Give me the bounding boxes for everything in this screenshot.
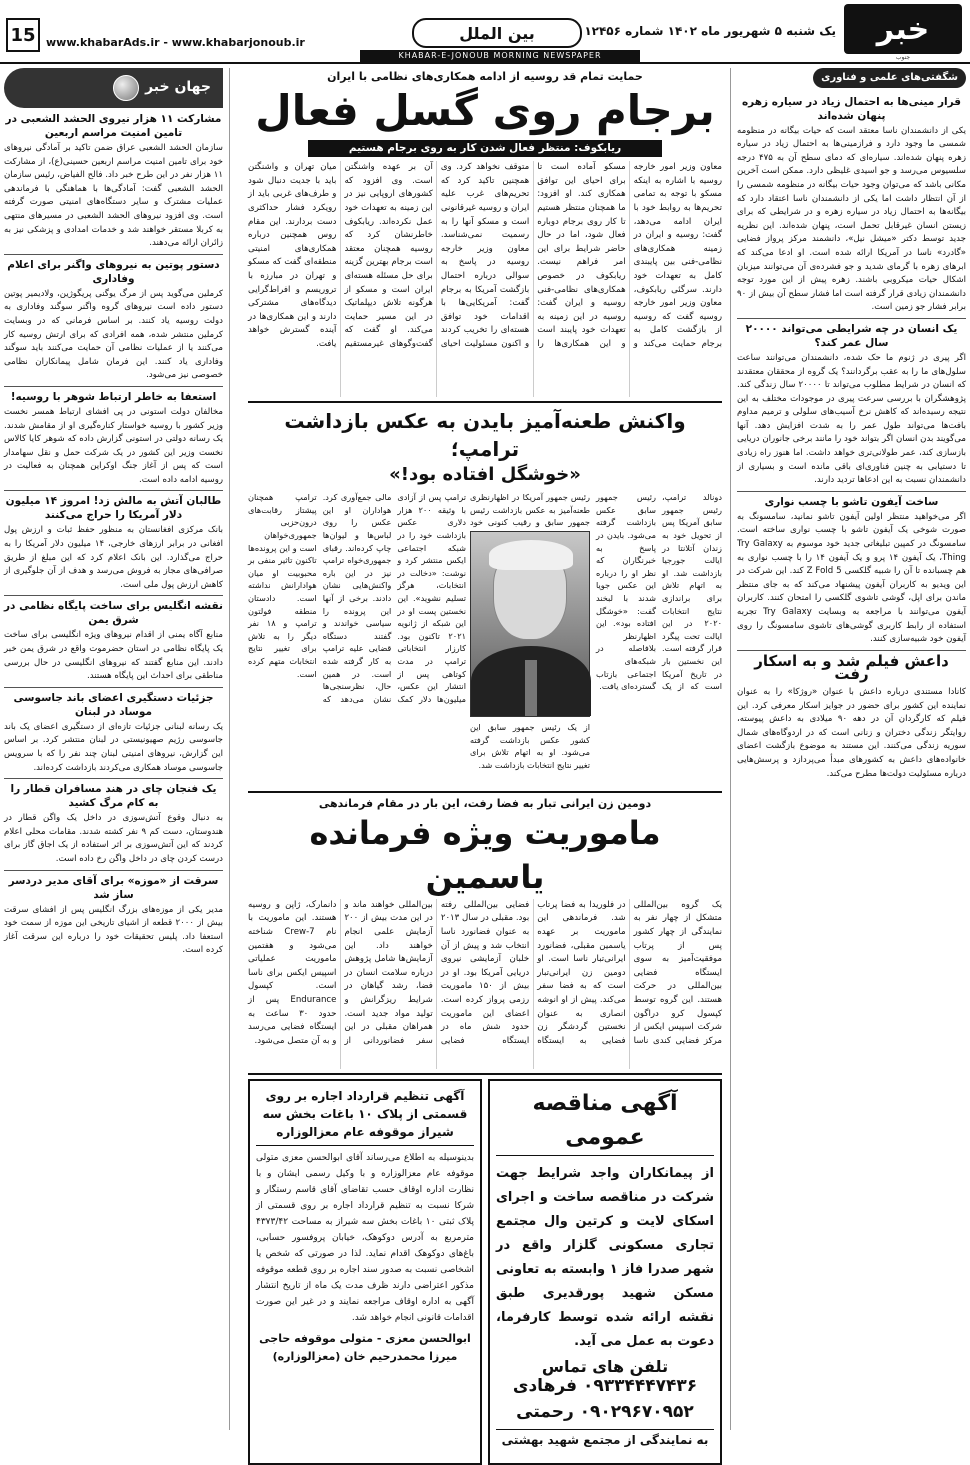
lead-headline: برجام روی گسل فعال [255,85,715,135]
trump-photo-caption: از یک رئیس جمهور سابق این کشور عکس بازداشت گرفته می‌شود. او به اتهام تلاش برای تغییر نتایج انتخابات بازداشت شد. [470,722,590,770]
article-title: سرقت از «موزه» برای آقای مدیر دردسر ساز شد [8,874,219,901]
phone-number[interactable]: ۰۹۳۳۴۴۴۷۴۳۶ فرهادی [512,1376,698,1397]
article-title: قرار مینی‌ها به احتمال زیاد در سیاره زهره پنهان شده‌اند [741,95,962,122]
contact-title: تلفن های تماس [541,1356,669,1376]
main-news-area [248,68,722,1448]
article-body: به دنبال وقوع آتش‌سوزی در داخل یک واگن قطار در هندوستان، دست کم ۹ نفر کشته شدند. مقامات محلی اعلام کردند که این آتش‌سوزی بر اثر استفاده از یک اجاق گاز برای درست کردن چای در داخل واگن رخ داده است. [4,813,223,864]
tender-ad-representative: به نمایندگی از مجتمع شهید بهشتی [496,1429,714,1448]
article-title: یک فنجان چای در هند مسافران قطار را به کام مرگ کشید [10,783,217,810]
paper-english-name: KHABAR-E-JONOUB MORNING NEWSPAPER [360,50,640,62]
article-title: ساخت آیفون تاشو با چسب نواری [764,495,939,508]
website-links[interactable]: www.khabarAds.ir - www.khabarjonoub.ir [46,36,305,49]
tender-ad [488,1079,722,1465]
article-body: منابع آگاه یمنی از اقدام نیروهای ویژه انگلیسی برای ساخت یک پایگاه نظامی در استان حضرموت واقع در شرق یمن خبر دادند. این منابع گفتند که نیروهای انگلیسی در حال بررسی مناطقی برای احداث این پایگاه هستند. [4,630,223,682]
lease-ad-signature: ابوالحسن معزی - متولی موقوفه حاجی میرزا محمدرحیم خان (معزالوزاره) [259,1331,471,1363]
trump-body-left: ترامپ پس از آزادی با وثیقه ۲۰۰ هزار دلاری عکس بازداشت خود را در شبکه اجتماعی ایکس منتشر کرد و نوشت: «دخالت در انتخابات، هرگز تسلیم نشوید». این نخستین پست او در این شبکه از ژانویه ۲۰۲۱ تاکنون بود. کارزار انتخاباتی ترامپ در مدت کوتاهی پس از انتشار این عکس، میلیون‌ها دلار کمک مالی جمع‌آوری کرد. هواداران او این عکس را روی لباس‌ها و لیوان‌ها چاپ کرده‌اند. رقبای جمهوری‌خواه ترامپ نیز در این باره واکنش‌هایی نشان دادند. برخی از آنها این پرونده را سیاسی خواندند و گفتند دستگاه قضایی علیه ترامپ به کار گرفته شده است. در همین حال، نظرسنجی‌ها نشان می‌دهد که ترامپ همچنان پیشتاز رقابت‌های درون‌حزبی جمهوری‌خواهان است و این پرونده‌ها تاکنون تاثیر منفی بر محبوبیت او میان هوادارانش نداشته است. دادستان منطقه فولتون ترامپ و ۱۸ نفر دیگر را به تلاش برای تغییر نتایج انتخابات متهم کرده است. [248,492,466,704]
newspaper-logo[interactable]: خبر [844,4,962,54]
phone-number[interactable]: ۰۹۰۲۹۶۷۰۹۵۲ رحمتی [516,1402,694,1423]
article-title: نقشه انگلیس برای ساخت پایگاه نظامی در شرق یمن [4,600,223,627]
tender-ad-title: آگهی مناقصه عمومی [496,1087,714,1156]
space-surtitle: دومین زن ایرانی تبار به فضا رفت، این بار در مقام فرماندهی [318,797,652,811]
film-article-body: کانادا مستندی درباره داعش با عنوان «روژکا» را به عنوان نماینده این کشور برای حضور در جوایز اسکار معرفی کرد. این فیلم که کارگردان آن در دهه ۹۰ میلادی به داعش پیوسته، روایتگر زندگی دختران و زنانی است که در اردوگاه‌های شمال سوریه زندگی می‌کنند. این مستند به موضوع بازگشت اعضای خانواده‌های داعش به کشورهای مبدأ می‌پردازد و پرسش‌هایی درباره مسئولیت دولت‌ها مطرح می‌کند. [737,686,966,779]
lead-article-body: معاون وزیر امور خارجه روسیه با اشاره به اینکه مسکو با توجه به تمامی تحریم‌ها به روابط خود با ایران ادامه می‌دهد، گفت: روسیه و ایران در زمینه همکاری‌های نظامی-فنی بین پایبندی کامل به تعهدات خود دارند. سرگئی ریابکوف، معاون وزیر امور خارجه روسیه گفت که روسیه از بازگشت کامل به برجام حمایت می‌کند و مسکو آماده است تا برای احیای این توافق همکاری کند. او افزود: ما همچنان منتظر هستیم تا کار روی برجام دوباره فعال شود، اما در حال حاضر شرایط برای این امر فراهم نیست. ریابکوف در خصوص همکاری‌های نظامی-فنی روسیه و ایران گفت: روسیه در این زمینه به تعهدات خود پایبند است و این همکاری‌ها را متوقف نخواهد کرد. وی همچنین تاکید کرد که تحریم‌های غرب علیه ایران و روسیه غیرقانونی است و مسکو آنها را به رسمیت نمی‌شناسد. معاون وزیر خارجه روسیه در پاسخ به سوالی درباره احتمال بازگشت آمریکا به برجام گفت: آمریکایی‌ها با اقدامات خود توافق هسته‌ای را تخریب کردند و اکنون مسئولیت احیای آن بر عهده واشنگتن است. وی افزود که کشورهای اروپایی نیز در این زمینه به تعهدات خود عمل نکرده‌اند. ریابکوف خاطرنشان کرد که روسیه همچنان معتقد است برجام بهترین گزینه برای حل مسئله هسته‌ای ایران است و مسکو از هرگونه تلاش دیپلماتیک در این مسیر حمایت می‌کند. او گفت که گفت‌وگوهای غیرمستقیم میان تهران و واشنگتن باید با جدیت دنبال شود و طرف‌های غربی باید از رویکرد فشار حداکثری دست بردارند. این مقام روس همچنین درباره همکاری‌های امنیتی منطقه‌ای گفت که مسکو و تهران در مبارزه با تروریسم و افراط‌گرایی دیدگاه‌های مشترکی دارند و این همکاری‌ها در آینده گسترش خواهد یافت. [248,162,722,349]
article-title: دستور پوتین به نیروهای واگنر برای اعلام وفاداری [7,258,220,285]
masthead [0,0,970,64]
article-body: مخالفان دولت استونی در پی افشای ارتباط همسر نخست وزیر کشور با روسیه خواستار کناره‌گیری او از مقامش شدند. یک رسانه دولتی در استونی گزارش داده که شوهر کایا کالاس نخست وزیر این کشور در یک شرکت حمل و نقل سهامدار است که پس از آغاز جنگ اوکراین همچنان به فعالیت در روسیه ادامه داده است. [4,406,223,485]
article-title: استعفا به خاطر ارتباط شوهر با روسیه! [10,390,217,403]
space-headline: ماموریت ویژه فرمانده یاسمین [309,813,661,896]
world-news-banner [4,68,223,108]
trump-headline: واکنش طعنه‌آمیز بایدن به عکس بازداشت ترامپ؛ [284,409,686,462]
lease-ad-body: بدینوسیله به اطلاع می‌رساند آقای ابوالحسن معزی متولی موقوفه عام معزالوزاره و با وکیل رسمی ایشان و با نظارت اداره اوقاف حسب تقاضای آقای قاسم رستگار و شرکا نسبت به تنظیم قرارداد اجاره بر روی قسمتی از پلاک ثبتی ۱۰ باغات بخش سه شیراز به مساحت ۴۳۷۳/۴۲ مترمربع به آدرس دوکوهک، خیابان پروفسور حسابی، باغ‌های دوکوهک اقدام نماید. لذا در صورتی که شخص یا اشخاصی نسبت به صدور سند اجاره بر روی قطعه موقوفه مذکور اعتراضی دارند ظرف مدت یک ماه از تاریخ انتشار آگهی به اداره اوقاف مراجعه نمایند و در غیر این صورت اقدامات قانونی انجام خواهد شد. [256,1152,474,1323]
page-number: 15 [6,18,40,52]
trump-body-right: دونالد ترامپ، رئیس جمهور سابق آمریکا پس از تحویل خود به زندان آتلانتا در ایالت جورجیا بازداشت شد. او به اتهام تلاش برای براندازی نتایج انتخابات ۲۰۲۰ در این ایالت تحت پیگرد قرار گرفته است. این نخستین بار در تاریخ آمریکا است که از یک رئیس جمهور سابق عکس بازداشت گرفته می‌شود. بایدن در پاسخ به خبرنگاران که نظر او را درباره این عکس جویا شدند با لبخند گفت: «خوشگل افتاده بود». این اظهارنظر بلافاصله در شبکه‌های اجتماعی بازتاب گسترده‌ای یافت. [596,492,722,692]
article-title: یک انسان در چه شرایطی می‌تواند ۲۰۰۰۰ سال عمر کند؟ [745,322,958,349]
mugshot-photo [470,531,590,717]
article-body: مدیر یکی از موزه‌های بزرگ انگلیس پس از افشای سرقت بیش از ۲۰۰۰ قطعه از اشیای تاریخی این موزه از سمت خود استعفا داد. پلیس تحقیقات خود را درباره این سرقت آغاز کرده است. [4,904,223,956]
article-title: جزئیات دستگیری اعضای باند جاسوسی موساد در لبنان [13,691,214,718]
world-news-banner-label: جهان خبر [145,79,211,96]
article-body: یکی از دانشمندان ناسا معتقد است که حیات بیگانه در منظومه شمسی ما وجود دارد و فرازمینی‌ها به احتمال زیاد در سیاره زهره پنهان شده‌اند. سیاره‌ای که دمای سطح آن به ۴۷۵ درجه سلسیوس می‌رسد و جو اسیدی غلیظی دارد. ممکن است آخرین مکانی باشد که می‌توان وجود حیات بیگانه در منظومه شمسی را از آن انتظار داشت اما یکی از دانشمندان ناسا اعتقاد دارد که بیگانه‌ها به احتمال زیاد در سیاره زهره و در شرایطی که برای زیستن انسان غیرقابل تحمل است، پنهان شده‌اند. این نظریه جدید توسط دکتر «میشل نیل»، دانشمند مرکز پرواز فضایی «گادرد» ناسا در آمریکا ارائه شده است. او ادعا می‌کند که ابرهای زهره با گرمای شدید و جو فشرده‌ی آن می‌توانند میزبان اشکال حیات میکروبی باشند. زهره پیش از این مورد توجه دانشمندان زیادی قرار گرفته است اما فشار سطح آن بیش از ۹۰ برابر فشار جو زمین است. [737,125,966,313]
article-title: طالبان آتش به مالش زد! امروز ۱۴ میلیون دلار آمریکا را حراج می‌کنند [5,495,222,522]
article-title: مشارکت ۱۱ هزار نیروی الحشد الشعبی در تامین امنیت مراسم اربعین [5,113,222,139]
article-body: کرملین می‌گوید پس از مرگ یوگنی پریگوژین، ولادیمیر پوتین دستور داده است نیروهای گروه واگنر سوگند وفاداری به دولت روسیه یاد کنند. بر اساس فرمانی که در وبسایت کرملین منتشر شده، همه افرادی که برای ارتش روسیه کار می‌کنند یا از عملیات نظامی آن حمایت می‌کنند باید سوگند وفاداری یاد کنند. این فرمان شامل پیمانکاران نظامی خصوصی نیز می‌شود. [4,288,223,381]
trump-lead: رئیس جمهور آمریکا در اظهارنظری طعنه‌آمیز به عکس بازداشت رئیس جمهور سابق و رقیب کنونی خود [470,492,590,528]
trump-headline-quote: «خوشگل افتاده بود!» [389,464,581,486]
article-body: یک رسانه لبنانی جزئیات تازه‌ای از دستگیری اعضای یک باند جاسوسی رژیم صهیونیستی در لبنان منتشر کرد. بر اساس این گزارش، نیروهای امنیتی لبنان چند نفر را که با سرویس جاسوسی موساد همکاری می‌کردند بازداشت کرده‌اند. [4,721,223,773]
article-body: سازمان الحشد الشعبی عراق ضمن تاکید بر آمادگی نیروهای خود برای تامین امنیت مراسم اربعین حسینی(ع)، از مشارکت ۱۱ هزار نفر در این طرح خبر داد. فالح الفیاض، رئیس سازمان الحشد الشعبی گفت: آمادگی‌ها با هماهنگی با فرماندهی عملیات مشترک و سایر دستگاه‌های امنیتی صورت گرفته است. وی افزود نیروهای الحشد الشعبی در مسیرهای منتهی به کربلا مستقر خواهند شد و خدمات امدادی و پزشکی نیز به زائران ارائه می‌دهند. [4,143,223,249]
article-body: بانک مرکزی افغانستان به منظور حفظ ثبات و ارزش پول افغانی در برابر ارزهای خارجی، ۱۴ میلیون دلار آمریکا را به حراج می‌گذارد. این بانک اعلام کرد که این مبلغ از طریق صرافی‌های مجاز به فروش می‌رسد و هدف از آن جلوگیری از کاهش ارزش پول ملی است. [4,525,223,590]
advertisements [248,1079,722,1465]
lease-ad-title: آگهی تنظیم قرارداد اجاره بر روی قسمتی از پلاک ۱۰ باغات بخش سه شیراز موقوفه عام معزالوزاره [256,1087,474,1146]
world-news-column [4,68,230,1430]
article-body: اگر پیری در ژنوم ما حک شده، دانشمندان می‌توانند ساعت سلول‌های ما را به عقب برگردانند؟ یک گروه از محققان معتقدند که انسان در شرایط مطلوب می‌تواند تا ۲۰۰۰۰ سال زندگی کند. پژوهشگران با بررسی سرعت پیری در موجودات مختلف به این نتیجه رسیده‌اند که کاهش نرخ آسیب‌های سلولی و ترمیم مداوم بافت‌ها می‌تواند طول عمر را به شدت افزایش دهد. آنها می‌گویند بدن انسان اگر بتواند خود را مانند برخی جانوران دریایی بازسازی کند، عمر طولانی‌تری خواهد داشت. اما هنوز راه زیادی تا دستیابی به چنین فناوری‌ای باقی مانده است و بسیاری از دانشمندان نسبت به این ادعاها تردید دارند. [737,352,966,486]
logo-subtitle: جنوب [895,54,911,61]
lead-kicker: ریابکوف: منتظر فعال شدن کار به روی برجام هستیم [308,140,662,158]
section-title: بین الملل [412,18,582,48]
science-column [730,68,966,1430]
film-article-title: داعش فیلم شد و به اسکار رفت [754,651,949,684]
trump-article [248,491,722,787]
science-banner: شگفتی‌های علمی و فناوری [813,68,966,88]
lease-ad [248,1079,482,1465]
tender-ad-body: از پیمانکاران واجد شرایط جهت شرکت در مناقصه ساخت و اجرای اسکای لایت و کرتین وال مجتمع تجاری مسکونی گلزار واقع در شهر صدرا فاز ۱ وابسته به تعاونی مسکن شهید پورقدیری طبق نقشه ارائه شده توسط کارفرما، دعوت به عمل می آید. [496,1165,714,1349]
article-body: اگر می‌خواهید منتظر اولین آیفون تاشو نمانید، سامسونگ به صورت شوخی یک آیفون تاشو با چسب نواری ساخته است. سامسونگ در کمپین تبلیغاتی جدید خود موسوم به Try Galaxy Thing، یک آیفون ۱۴ پرو و یک آیفون ۱۴ را با چسب نواری به هم چسبانده تا آن را شبیه گلکسی Z Fold 5 کند. این شرکت در این ویدیو به کاربران آیفون پیشنهاد می‌کند که به جای منتظر ماندن برای اپل، گوشی تاشوی گلکسی را امتحان کنند. کاربران آیفون می‌توانند با مراجعه به وبسایت Try Galaxy تجربه استفاده از رابط کاربری گوشی‌های تاشوی سامسونگ را روی آیفون خود شبیه‌سازی کنند. [737,511,966,645]
issue-date-line: یک شنبه ۵ شهریور ماه ۱۴۰۲ شماره ۱۲۴۵۶ [584,24,836,38]
globe-icon [113,75,139,101]
lead-surtitle: حمایت تمام قد روسیه از ادامه همکاری‌های نظامی با ایران [327,70,643,83]
space-article-body: یک گروه بین‌المللی متشکل از چهار نفر به نمایندگی از چهار کشور پس از پرتاب موفقیت‌آمیز به سوی ایستگاه فضایی بین‌المللی در حرکت هستند. این گروه توسط کپسول کرو دراگون شرکت اسپیس ایکس از مرکز فضایی کندی ناسا در فلوریدا به فضا پرتاب شد. فرماندهی این ماموریت بر عهده یاسمین مقبلی، فضانورد ایرانی‌تبار ناسا است. او دومین زن ایرانی‌تبار است که به فضا سفر می‌کند. پیش از او انوشه انصاری به عنوان نخستین گردشگر زن فضایی به ایستگاه فضایی بین‌المللی رفته بود. مقبلی در سال ۲۰۱۳ به عنوان فضانورد ناسا انتخاب شد و پیش از آن خلبان آزمایشی نیروی دریایی آمریکا بود. او در بیش از ۱۵۰ ماموریت رزمی پرواز کرده است. اعضای این ماموریت حدود شش ماه در ایستگاه فضایی بین‌المللی خواهند ماند و در این مدت بیش از ۲۰۰ آزمایش علمی انجام خواهند داد. این آزمایش‌ها شامل پژوهش درباره سلامت انسان در فضا، رشد گیاهان در شرایط ریزگرانش و تولید مواد جدید است. همراهان مقبلی در این سفر فضانوردانی از دانمارک، ژاپن و روسیه هستند. این ماموریت با نام Crew-7 شناخته می‌شود و هفتمین ماموریت عملیاتی اسپیس ایکس برای ناسا است. کپسول Endurance پس از حدود ۳۰ ساعت به ایستگاه فضایی می‌رسد و به آن متصل می‌شود. [248,899,722,1046]
